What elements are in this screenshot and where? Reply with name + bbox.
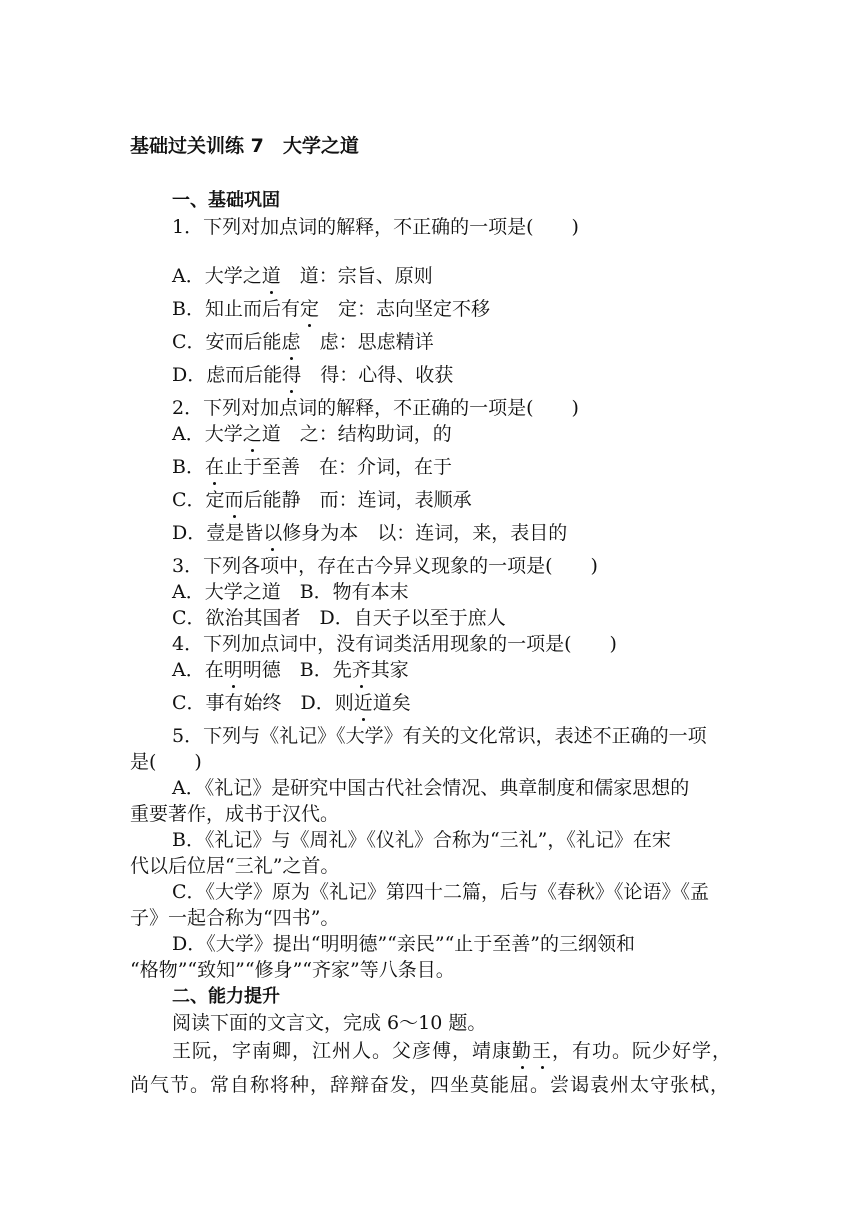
q1-d-text: D．虑而后能: [172, 364, 283, 386]
q1-b-gloss: 定：志向坚定不移: [318, 298, 490, 320]
q2-d-gloss: 修身为本 以：连词，来，表目的: [282, 522, 568, 544]
q5-b-line1: B．《礼记》与《周礼》《仪礼》合称为“三礼”，《礼记》在宋: [172, 829, 671, 851]
q1-d-gloss: 得：心得、收获: [301, 364, 454, 386]
q1-c-dotted-char: 虑: [281, 331, 301, 353]
q2-d-text: D．壹是皆: [172, 522, 264, 544]
q2-option-d: [172, 521, 567, 545]
q1-option-b: [172, 297, 490, 321]
q1-a-text: A．大学之: [172, 265, 262, 287]
passage-dotted-char-2: 王: [532, 1040, 553, 1062]
q4-options-ab: [172, 658, 409, 682]
q1-a-dotted-char: 道: [261, 265, 281, 287]
q4-a-text: A．在: [172, 659, 224, 681]
page-title: 基础过关训练 7 大学之道: [130, 135, 359, 157]
passage-dotted-char-1: 勤: [512, 1040, 533, 1062]
q5-d-line2: “格物”“致知”“修身”“齐家”等八条目。: [130, 959, 455, 981]
q3-options-cd: C．欲治其国者 D．自天子以至于庶人: [172, 607, 506, 629]
q1-d-dotted-char: 得: [282, 364, 302, 386]
q2-c-dotted-char: 而: [224, 489, 244, 511]
q5-stem-line1: 5．下列与《礼记》《大学》有关的文化常识，表述不正确的一项: [172, 725, 707, 747]
q5-b-line2: 代以后位居“三礼”之首。: [130, 855, 340, 877]
q4-d-dotted-char: 近: [353, 692, 373, 714]
q1-option-a: [172, 264, 433, 288]
q2-stem: 2．下列对加点词的解释，不正确的一项是( ): [172, 397, 579, 419]
q4-b-dotted-char: 齐: [351, 659, 371, 681]
q4-d-text: 道矣: [372, 692, 411, 714]
q2-option-b: [172, 455, 452, 479]
q1-stem: 1．下列对加点词的解释，不正确的一项是( ): [172, 216, 579, 238]
q4-cd-text: C．事有始终 D．则: [172, 692, 354, 714]
q2-option-a: [172, 422, 452, 446]
reading-passage-line1: [172, 1039, 732, 1063]
q2-option-c: [172, 488, 472, 512]
q1-c-gloss: 虑：思虑精详: [300, 331, 434, 353]
section-heading-basic: 一、基础巩固: [172, 190, 280, 211]
section-heading-advanced: 二、能力提升: [172, 986, 280, 1007]
q5-c-line2: 子》一起合称为“四书”。: [130, 907, 340, 929]
q5-a-line1: A．《礼记》是研究中国古代社会情况、典章制度和儒家思想的: [172, 777, 690, 799]
q4-b-text: 其家: [370, 659, 409, 681]
q2-c-gloss: 后能静 而：连词，表顺承: [243, 489, 472, 511]
reading-intro: 阅读下面的文言文，完成 6～10 题。: [172, 1012, 487, 1034]
q2-d-dotted-char: 以: [263, 522, 283, 544]
q2-a-dotted-char: 之: [242, 423, 262, 445]
q3-options-ab: A．大学之道 B．物有本末: [172, 581, 409, 603]
q5-stem-line2: 是( ): [130, 751, 202, 773]
passage-text: 王阮，字南卿，江州人。父彦傅，靖康: [172, 1040, 513, 1062]
q2-a-gloss: 道 之：结构助词，的: [261, 423, 452, 445]
q4-ab-text: 明德 B．先: [242, 659, 352, 681]
q5-d-line1: D．《大学》提出“明明德”“亲民”“止于至善”的三纲领和: [172, 933, 636, 955]
q2-b-gloss: 止于至善 在：介词，在于: [223, 456, 452, 478]
q4-stem: 4．下列加点词中，没有词类活用现象的一项是( ): [172, 633, 617, 655]
q5-a-line2: 重要著作，成书于汉代。: [130, 803, 340, 825]
q1-b-dotted-char: 定: [299, 298, 319, 320]
q4-options-cd: [172, 691, 411, 715]
q1-c-text: C．安而后能: [172, 331, 282, 353]
q2-b-dotted-char: 在: [204, 456, 224, 478]
q1-option-d: [172, 363, 453, 387]
q3-stem: 3．下列各项中，存在古今异义现象的一项是( ): [172, 555, 598, 577]
q1-option-c: [172, 330, 434, 354]
reading-passage-line2: 尚气节。常自称将种，辞辩奋发，四坐莫能屈。尝谒袁州太守张栻，: [130, 1074, 731, 1096]
q4-a-dotted-char: 明: [223, 659, 243, 681]
q2-c-text: C．定: [172, 489, 225, 511]
q2-a-text: A．大学: [172, 423, 243, 445]
q5-c-line1: C．《大学》原为《礼记》第四十二篇，后与《春秋》《论语》《孟: [172, 881, 710, 903]
q1-a-gloss: 道：宗旨、原则: [280, 265, 433, 287]
q2-b-text: B．: [172, 456, 205, 478]
passage-text-cont: ，有功。阮少好学，: [552, 1040, 733, 1062]
q1-b-text: B．知止而后有: [172, 298, 300, 320]
